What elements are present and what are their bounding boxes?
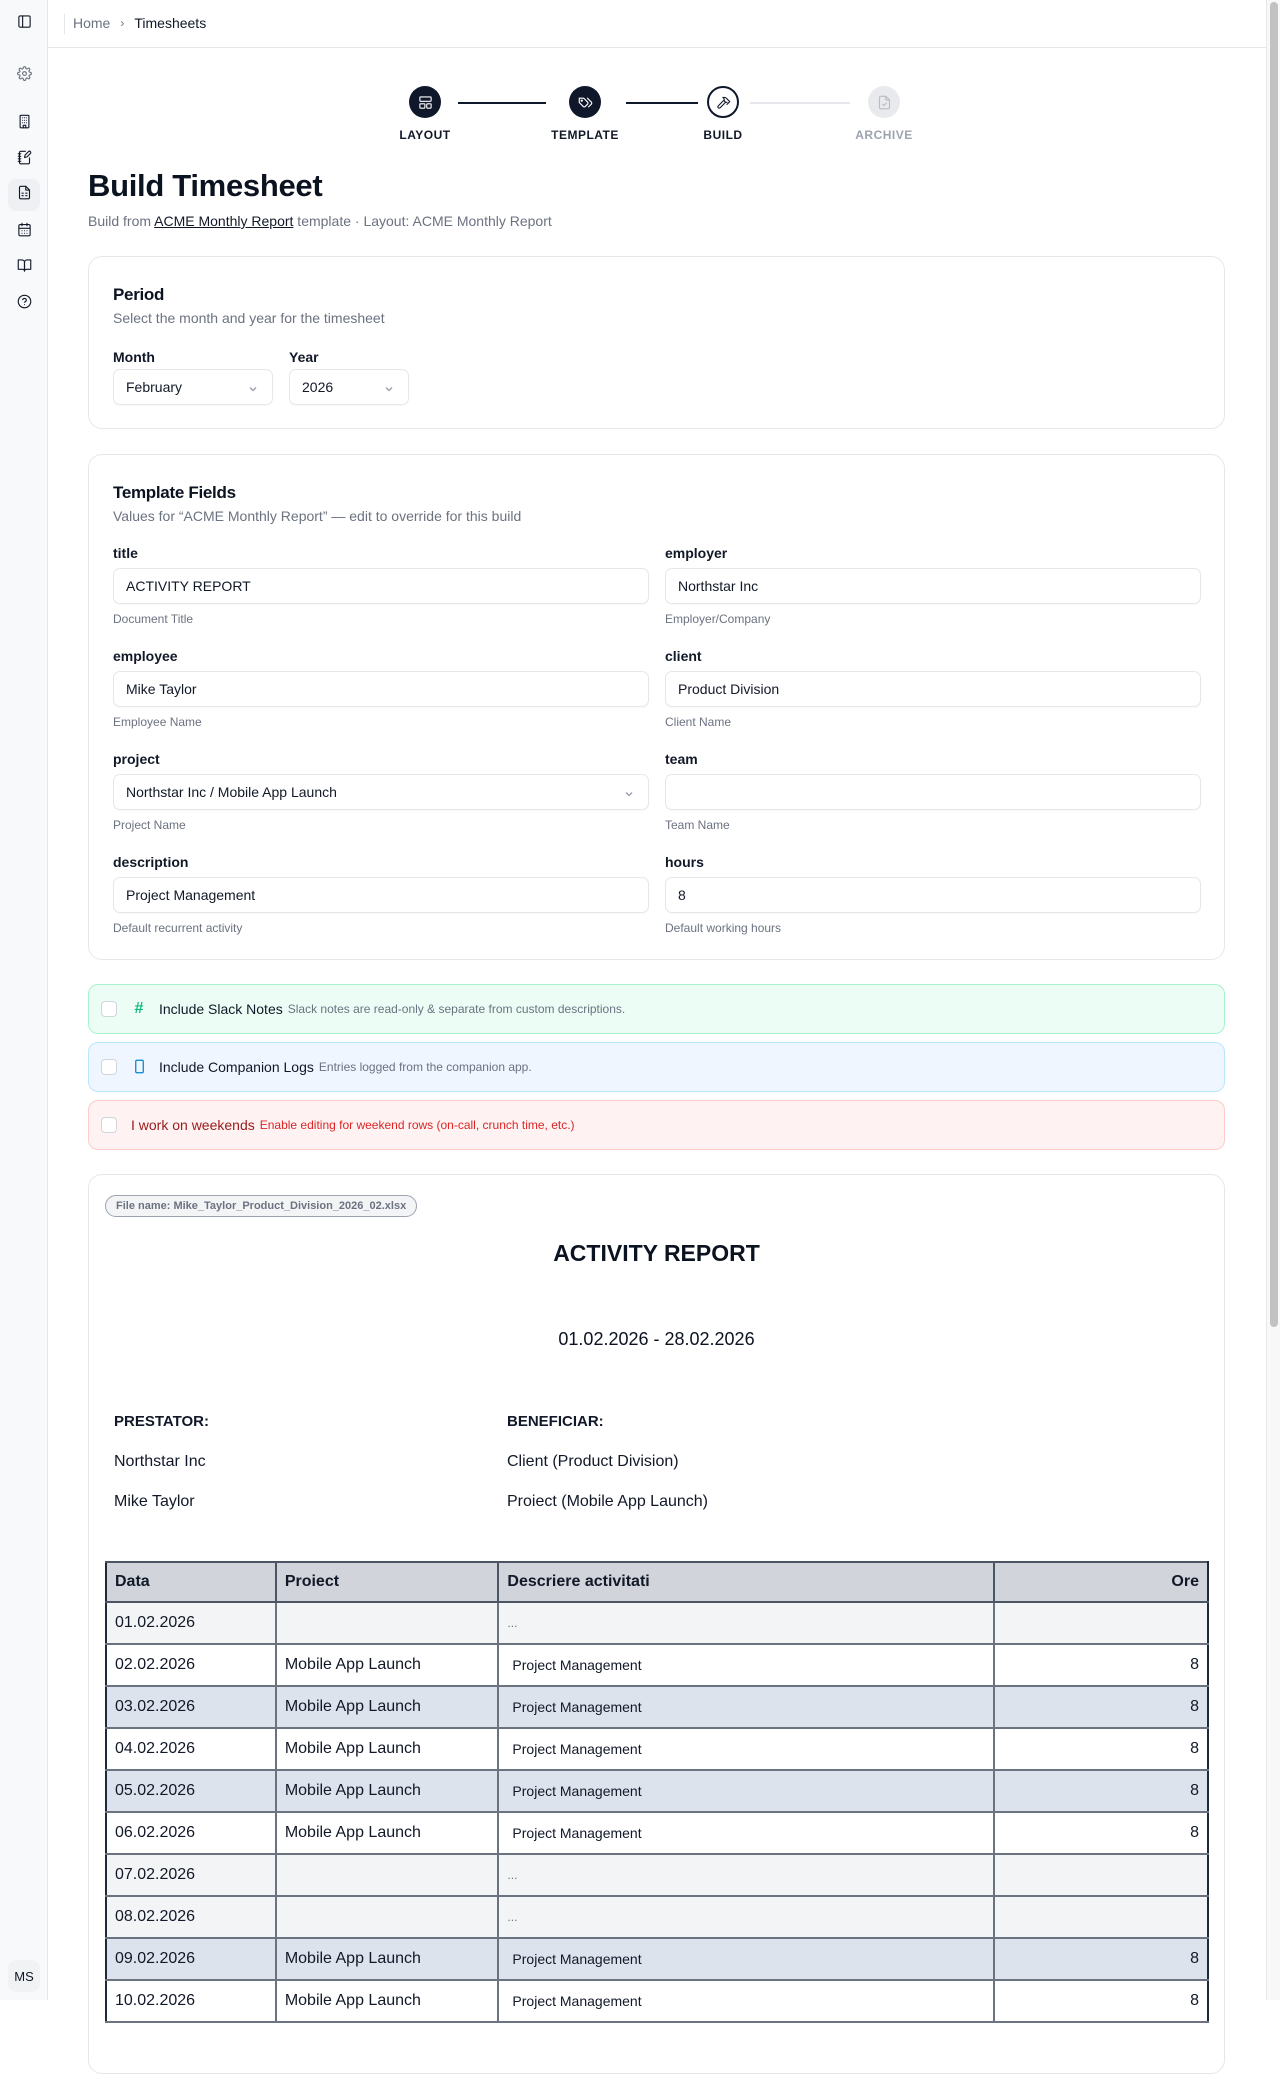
- period-card: [88, 256, 1225, 429]
- prestator-label: PRESTATOR:: [114, 1413, 210, 1430]
- step-label: BUILD: [703, 128, 743, 142]
- option-desc: Enable editing for weekend rows (on-call, crunch time, etc.): [259, 1118, 575, 1132]
- document-title: ACTIVITY REPORT: [553, 1240, 760, 1266]
- title-field-label: title: [113, 545, 138, 561]
- description-field-help: Default recurrent activity: [113, 921, 243, 935]
- sidebar-item-timesheets[interactable]: [12, 183, 36, 207]
- description-cell[interactable]: Project Management: [498, 1938, 994, 1980]
- layout-icon: [409, 86, 441, 118]
- project-cell: Mobile App Launch: [276, 1938, 499, 1980]
- period-title: Period: [113, 285, 165, 304]
- option-title: Include Slack Notes: [159, 1001, 283, 1017]
- template-fields-desc: Values for “ACME Monthly Report” — edit to override for this build: [113, 508, 522, 524]
- table-row: [106, 1602, 1208, 1644]
- page-subtitle: [88, 213, 552, 229]
- hours-cell[interactable]: 8: [994, 1770, 1208, 1812]
- table-row: [106, 1728, 1208, 1770]
- team-field[interactable]: [665, 774, 1201, 810]
- hours-cell[interactable]: 8: [994, 1812, 1208, 1854]
- project-cell: Mobile App Launch: [276, 1728, 499, 1770]
- page-scrollbar[interactable]: [1266, 0, 1280, 2000]
- file-name-badge: File name: Mike_Taylor_Product_Division_2026_02.xlsx: [105, 1195, 417, 1217]
- date-cell: 06.02.2026: [106, 1812, 276, 1854]
- chevron-down-icon: [248, 381, 258, 391]
- help-circle-icon: [17, 294, 32, 314]
- month-value: February: [126, 379, 183, 395]
- hours-field[interactable]: [665, 877, 1201, 913]
- description-field[interactable]: [113, 877, 649, 913]
- document-date-range: 01.02.2026 - 28.02.2026: [558, 1329, 755, 1349]
- year-label: Year: [289, 349, 319, 365]
- breadcrumb: [73, 15, 206, 31]
- hours-cell[interactable]: 8: [994, 1980, 1208, 2022]
- project-cell: Mobile App Launch: [276, 1686, 499, 1728]
- date-cell: 08.02.2026: [106, 1896, 276, 1938]
- hours-cell[interactable]: [994, 1896, 1208, 1938]
- chevron-down-icon: [384, 381, 394, 391]
- employer-field-help: Employer/Company: [665, 612, 771, 626]
- hours-cell[interactable]: 8: [994, 1686, 1208, 1728]
- project-cell: Mobile App Launch: [276, 1770, 499, 1812]
- template-fields-card: [88, 454, 1225, 960]
- work-on-weekends-option[interactable]: [88, 1100, 1225, 1150]
- year-select[interactable]: [289, 369, 409, 405]
- description-field-value: Project Management: [126, 887, 256, 903]
- step-label: ARCHIVE: [855, 128, 913, 142]
- hours-field-label: hours: [665, 854, 704, 870]
- project-cell: Mobile App Launch: [276, 1644, 499, 1686]
- breadcrumb-separator-line: [64, 14, 65, 34]
- sidebar-panel-icon: [17, 14, 32, 34]
- timesheet-table: [105, 1561, 1209, 2023]
- include-slack-notes-option[interactable]: [88, 984, 1225, 1034]
- project-cell: [276, 1854, 499, 1896]
- beneficiar-label: BENEFICIAR:: [507, 1413, 604, 1430]
- hours-cell[interactable]: 8: [994, 1938, 1208, 1980]
- chevron-right-icon: ›: [120, 16, 125, 30]
- year-value: 2026: [302, 379, 334, 395]
- project-field-label: project: [113, 751, 160, 767]
- date-cell: 05.02.2026: [106, 1770, 276, 1812]
- breadcrumb-home-link[interactable]: Home: [73, 15, 111, 31]
- team-field-label: team: [665, 751, 698, 767]
- step-build[interactable]: [673, 86, 773, 142]
- file-check-icon: [868, 86, 900, 118]
- beneficiar-project: Proiect (Mobile App Launch): [507, 1493, 708, 1510]
- page-title: Build Timesheet: [88, 168, 323, 203]
- hours-cell[interactable]: 8: [994, 1644, 1208, 1686]
- description-cell[interactable]: Project Management: [498, 1770, 994, 1812]
- table-row: [106, 1896, 1208, 1938]
- title-field[interactable]: [113, 568, 649, 604]
- employer-field-label: employer: [665, 545, 728, 561]
- gear-icon: [17, 66, 32, 86]
- description-cell[interactable]: ...: [498, 1854, 994, 1896]
- option-desc: Slack notes are read-only & separate from custom descriptions.: [287, 1002, 626, 1016]
- sidebar-item-docs[interactable]: [12, 256, 36, 280]
- smartphone-icon: [131, 1058, 147, 1076]
- client-field-help: Client Name: [665, 715, 732, 729]
- team-field-help: Team Name: [665, 818, 730, 832]
- project-field-help: Project Name: [113, 818, 186, 832]
- title-field-help: Document Title: [113, 612, 194, 626]
- table-row: [106, 1770, 1208, 1812]
- chevron-down-icon: [624, 786, 634, 796]
- project-select-value: Northstar Inc / Mobile App Launch: [126, 784, 337, 800]
- notebook-pen-icon: [17, 150, 32, 170]
- project-cell: Mobile App Launch: [276, 1980, 499, 2022]
- description-field-label: description: [113, 854, 189, 870]
- hash-icon: #: [134, 1000, 144, 1017]
- tags-icon: [569, 86, 601, 118]
- template-fields-title: Template Fields: [113, 483, 236, 502]
- description-cell[interactable]: Project Management: [498, 1728, 994, 1770]
- step-label: LAYOUT: [399, 128, 451, 142]
- scrollbar-thumb[interactable]: [1270, 2, 1278, 1327]
- wizard-stepper: [380, 86, 940, 146]
- client-field[interactable]: [665, 671, 1201, 707]
- sidebar-item-notes[interactable]: [12, 148, 36, 172]
- include-companion-logs-option[interactable]: [88, 1042, 1225, 1092]
- table-row: [106, 1980, 1208, 2022]
- calendar-icon: [17, 222, 32, 242]
- hours-cell[interactable]: [994, 1854, 1208, 1896]
- hours-field-help: Default working hours: [665, 921, 782, 935]
- title-field-value: ACTIVITY REPORT: [126, 578, 251, 594]
- month-label: Month: [113, 349, 155, 365]
- sidebar-toggle-button[interactable]: [12, 12, 36, 36]
- table-row: [106, 1812, 1208, 1854]
- prestator-person: Mike Taylor: [114, 1493, 195, 1510]
- step-template[interactable]: [535, 86, 635, 142]
- project-cell: [276, 1896, 499, 1938]
- include-companion-logs-checkbox[interactable]: [101, 1059, 117, 1075]
- step-layout[interactable]: [375, 86, 475, 142]
- prestator-company: Northstar Inc: [114, 1453, 206, 1470]
- date-cell: 03.02.2026: [106, 1686, 276, 1728]
- sidebar: [0, 0, 48, 2000]
- column-header-hours: Ore: [994, 1562, 1208, 1602]
- timesheet-preview: [88, 1174, 1225, 2074]
- description-cell[interactable]: ...: [498, 1896, 994, 1938]
- date-cell: 02.02.2026: [106, 1644, 276, 1686]
- building-icon: [17, 114, 32, 134]
- hours-field-value: 8: [678, 887, 686, 903]
- description-cell[interactable]: Project Management: [498, 1686, 994, 1728]
- sidebar-item-calendar[interactable]: [12, 220, 36, 244]
- top-bar: [48, 0, 1266, 48]
- beneficiar-client: Client (Product Division): [507, 1453, 679, 1470]
- date-cell: 10.02.2026: [106, 1980, 276, 2022]
- option-title: I work on weekends: [131, 1117, 255, 1133]
- description-cell[interactable]: Project Management: [498, 1644, 994, 1686]
- date-cell: 07.02.2026: [106, 1854, 276, 1896]
- subtitle-suffix: template · Layout: ACME Monthly Report: [293, 213, 552, 229]
- month-select[interactable]: [113, 369, 273, 405]
- client-field-value: Product Division: [678, 681, 780, 697]
- employee-field[interactable]: [113, 671, 649, 707]
- table-header-row: [106, 1562, 1208, 1602]
- include-slack-notes-checkbox[interactable]: [101, 1001, 117, 1017]
- option-title: Include Companion Logs: [159, 1059, 314, 1075]
- date-cell: 09.02.2026: [106, 1938, 276, 1980]
- user-avatar[interactable]: MS: [8, 1960, 40, 1992]
- project-cell: Mobile App Launch: [276, 1812, 499, 1854]
- project-cell: [276, 1602, 499, 1644]
- breadcrumb-current: Timesheets: [134, 15, 207, 31]
- employee-field-value: Mike Taylor: [126, 681, 197, 697]
- column-header-project: Proiect: [276, 1562, 499, 1602]
- step-label: TEMPLATE: [551, 128, 619, 142]
- date-cell: 04.02.2026: [106, 1728, 276, 1770]
- hours-cell[interactable]: 8: [994, 1728, 1208, 1770]
- sidebar-item-companies[interactable]: [12, 112, 36, 136]
- employee-field-label: employee: [113, 648, 178, 664]
- description-cell[interactable]: Project Management: [498, 1812, 994, 1854]
- employer-field-value: Northstar Inc: [678, 578, 759, 594]
- subtitle-prefix: Build from: [88, 213, 155, 229]
- period-desc: Select the month and year for the timesheet: [113, 310, 385, 326]
- date-cell: 01.02.2026: [106, 1602, 276, 1644]
- hammer-icon: [707, 86, 739, 118]
- step-archive[interactable]: [834, 86, 934, 142]
- column-header-description: Descriere activitati: [498, 1562, 994, 1602]
- template-link[interactable]: ACME Monthly Report: [154, 213, 294, 229]
- column-header-date: Data: [106, 1562, 276, 1602]
- client-field-label: client: [665, 648, 702, 664]
- employee-field-help: Employee Name: [113, 715, 202, 729]
- option-desc: Entries logged from the companion app.: [318, 1060, 532, 1074]
- description-cell[interactable]: ...: [498, 1602, 994, 1644]
- description-cell[interactable]: Project Management: [498, 1980, 994, 2022]
- employer-field[interactable]: [665, 568, 1201, 604]
- table-row: [106, 1686, 1208, 1728]
- table-row: [106, 1854, 1208, 1896]
- book-open-icon: [17, 258, 32, 278]
- sidebar-item-help[interactable]: [12, 292, 36, 316]
- project-select[interactable]: [113, 774, 649, 810]
- table-row: [106, 1644, 1208, 1686]
- hours-cell[interactable]: [994, 1602, 1208, 1644]
- file-spreadsheet-icon: [17, 185, 32, 205]
- work-on-weekends-checkbox[interactable]: [101, 1117, 117, 1133]
- sidebar-item-settings[interactable]: [12, 64, 36, 88]
- table-row: [106, 1938, 1208, 1980]
